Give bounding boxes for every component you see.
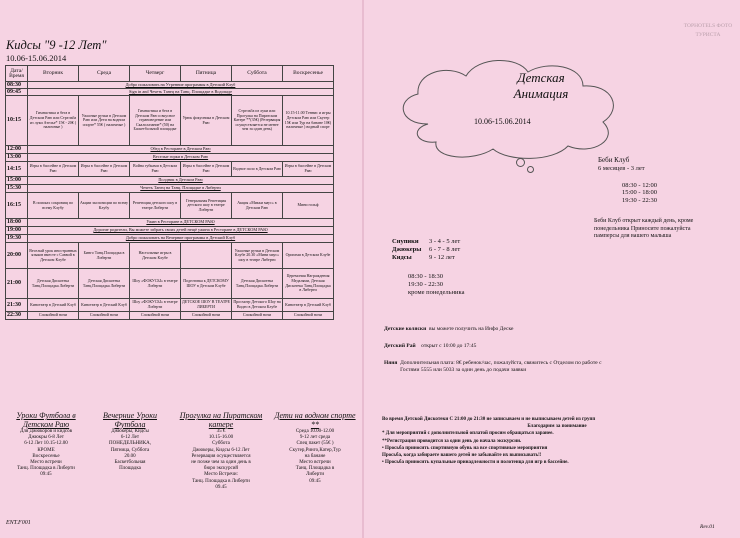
- activity-cell: Генеральная Репетиция детского шоу в театре Либерти: [181, 193, 232, 219]
- activity-cell: Акция «Микки маус» в Детском Раю: [232, 193, 283, 219]
- time-cell: 12:00: [6, 146, 28, 154]
- schedule-row: [6, 89, 334, 96]
- activity-box-line: бюро экскурсий: [203, 466, 239, 472]
- schedule-row: [6, 243, 334, 269]
- baby-club-time: 19:30 - 22:30: [622, 197, 658, 205]
- schedule-row: [6, 146, 334, 154]
- activity-span-cell: Sign in and Чечеть Танец на Танц. Площадке в Водопаде: [28, 89, 334, 96]
- activity-box-title: Дети на водном спорте **: [274, 411, 356, 429]
- activity-box-line: 35 €: [216, 429, 226, 434]
- activity-cell: Спокойной ночи: [181, 312, 232, 320]
- activity-box-line: 20.00: [124, 453, 136, 459]
- info-text: открыт с 10:00 до 17:45: [421, 343, 477, 349]
- baby-club-note: Беби Клуб открыт каждый день, кроме понедельника Приносите пожалуйста памперсы для вашего малыша: [594, 218, 694, 239]
- activity-cell: Шоу «ФОКУСЫ» в театре Либерти: [130, 299, 181, 312]
- header-cell: Пятница: [181, 66, 232, 82]
- time-cell: 19:00: [6, 227, 28, 235]
- age-group-name: Джюкеры: [392, 246, 422, 253]
- activity-cell: Гимнастика и бега в Детском Раю и вкусное страноведение или Скалолазание* (50) на Баскетбольной площадке: [130, 96, 181, 146]
- activity-cell: Детская Дискотека Танц.Площадка Либерти: [232, 269, 283, 299]
- activity-box-line: Место Встречи:: [204, 472, 238, 478]
- water-sports-box: [273, 412, 357, 485]
- activity-box-line: Место встречи: [30, 460, 62, 466]
- cloud-bubble: [527, 166, 534, 173]
- time-cell: 09:45: [6, 89, 28, 96]
- info-kids-paradise: [384, 343, 734, 350]
- activity-span-cell: Ужин в Ресторане в ДЕТСКОМ РАЮ: [28, 219, 334, 227]
- activity-box-line: Джюкеры, Кидсы: [111, 429, 149, 434]
- activity-box-line: на банане: [304, 453, 326, 459]
- schedule-row: [6, 299, 334, 312]
- activity-cell: Кинотеатр в Детский Клуб: [283, 299, 334, 312]
- info-label: Детские коляски: [384, 326, 427, 332]
- schedule-row: [6, 96, 334, 146]
- activity-cell: Ужасные ручки в Детском Раю или Дети на водном спорте* 55€ ( наличные ): [79, 96, 130, 146]
- activity-box-line: Для Джюкоров и кидсов: [20, 429, 72, 434]
- time-cell: 16:15: [6, 193, 28, 219]
- activity-box-line: Место встречи: [299, 460, 331, 466]
- header-cell: Воскресенье: [283, 66, 334, 82]
- activity-cell: Война губками в Детском Раю: [130, 162, 181, 177]
- note-line: • Просьба приносить спортивную обувь на все спортивные мероприятия: [382, 445, 548, 451]
- activity-cell: Урюк фокусника в Детском Раю: [181, 96, 232, 146]
- baby-club: [598, 157, 718, 205]
- activity-cell: Стрельба из луки или Прогулка на Пиратском Катере **(35€) (Резервация осуществляется не менее чем за один день): [232, 96, 283, 146]
- activity-box-line: Джюкры 6-8 Лет: [28, 435, 64, 441]
- info-section: [384, 326, 734, 384]
- activity-cell: Настольные игры в Детском Клубе: [130, 243, 181, 269]
- animation-title: Детская Анимация: [513, 70, 569, 101]
- activity-box-line: Либерти: [305, 472, 325, 478]
- activity-box-line: Спец пакет (55€ ): [296, 441, 334, 447]
- revision-code: Rev.01: [700, 524, 715, 530]
- activity-box-line: Танц. Площадка в: [295, 466, 335, 472]
- activity-box-line: Воскресенье: [32, 453, 60, 459]
- activity-cell: Гимнастика и бега в Детском Раю или Стрельба из луки Ателье* 15€ - 20€ ( наличные ): [28, 96, 79, 146]
- activity-cell: Детская Дискотека Танц.Площадка Либерти: [79, 269, 130, 299]
- activity-box-line: Суббота: [212, 441, 230, 447]
- activity-box-title: Уроки Футбола в Детском Раю: [16, 411, 76, 429]
- time-cell: 15:30: [6, 185, 28, 193]
- activity-cell: Спокойной ночи: [283, 312, 334, 320]
- info-label: Детский Рай: [384, 343, 416, 349]
- age-time: 08:30 - 18:30: [408, 273, 444, 280]
- activity-cell: Кинотеатр в Детский Клуб: [79, 299, 130, 312]
- header-cell: Вторник: [28, 66, 79, 82]
- activity-cell: Веселый урок иностранных языков вместе с Саввой в Детском Клубе: [28, 243, 79, 269]
- activity-cell: Спокойной ночи: [232, 312, 283, 320]
- activity-box-line: Площадка: [119, 466, 141, 472]
- age-group-range: 9 - 12 лет: [429, 254, 455, 261]
- note-line: **Регистрация проводится за один день до начала экскурсии.: [382, 438, 522, 444]
- schedule-table: [5, 65, 334, 320]
- activity-cell: [181, 243, 232, 269]
- schedule-dates: 10.06-15.06.2014: [6, 53, 67, 63]
- activity-box-line: КРОМЕ: [37, 447, 55, 453]
- activity-cell: Бинго Танц.Площадка в Либерти: [79, 243, 130, 269]
- activity-cell: Шоу «ФОКУСЫ» в театре Либерти: [130, 269, 181, 299]
- activity-cell: 10.15-11.00 Теннис и игры Детском Раю или Скутер 15€ или Тур на банане 10€) наличные ) водный спорт: [283, 96, 334, 146]
- activity-cell: В поисках сокровищ по всему Клубу: [28, 193, 79, 219]
- time-cell: 22:30: [6, 312, 28, 320]
- activity-cell: Спокойной ночи: [28, 312, 79, 320]
- header-cell: Четверг: [130, 66, 181, 82]
- activity-cell: Водное поло в Детском Раю: [232, 162, 283, 177]
- activity-box-line: Баскетбольная: [114, 460, 146, 466]
- note-line: * Для мероприятий с дополнительной оплатой просим обращаться заранее.: [382, 431, 554, 437]
- note-line: • Просьба приносить купальные принадлежности и полотенца для игр в бассейне.: [382, 460, 569, 466]
- activity-span-cell: Добро пожаловать на Утренние программы в Детский Клуб: [28, 82, 334, 89]
- time-cell: 20:00: [6, 243, 28, 269]
- activity-span-cell: Обед в Ресторане в Детском Раю: [28, 146, 334, 154]
- activity-box-line: Среда 10.00-12.00: [295, 429, 335, 434]
- activity-box-line: Танц. Площадка в Либерти: [17, 466, 75, 472]
- activity-cell: Игры в бассейне в Детском Раю: [28, 162, 79, 177]
- schedule-header-row: [6, 66, 334, 82]
- schedule-row: [6, 177, 334, 185]
- schedule-row: [6, 154, 334, 162]
- activity-box-line: Скутер,Ринго,Катер,Тур: [289, 447, 341, 453]
- activity-box-line: 6-12 Лет 10.15-12.00: [24, 441, 68, 447]
- schedule-row: [6, 219, 334, 227]
- schedule-row: [6, 193, 334, 219]
- age-time: кроме понедельника: [408, 289, 465, 296]
- activity-box-line: 09.45: [215, 484, 227, 490]
- age-group-row: [392, 254, 460, 262]
- age-group-range: 6 - 7 - 8 лет: [429, 246, 461, 253]
- time-cell: 21:00: [6, 269, 28, 299]
- cloud-bubble: [516, 158, 525, 167]
- activity-cell: Кинотеатр в Детский Клуб: [28, 299, 79, 312]
- activity-box-line: ПОНЕДЕЛЬНИКА,: [109, 441, 151, 447]
- header-cell: Среда: [79, 66, 130, 82]
- form-code: ENT.F001: [6, 520, 31, 526]
- time-cell: 21:30: [6, 299, 28, 312]
- activity-box-line: Резервация осуществляется: [191, 453, 251, 459]
- activity-box-title: Вечерние Уроки Футбола: [102, 411, 158, 429]
- activity-cell: Игры в бассейне в Детском Раю: [283, 162, 334, 177]
- activity-cell: Акции экспозиции по всему Клубу: [79, 193, 130, 219]
- info-text: Дополнительная плата: 8€ ребенок/час, пожалуйста, свяжитесь с Отделом по работе с Гостями 5555 или 5033 за один день до подачи заявки: [400, 360, 602, 373]
- time-cell: 18:00: [6, 219, 28, 227]
- animation-dates: 10.06-15.06.2014: [474, 117, 531, 126]
- activity-box-line: 09:45: [309, 478, 321, 484]
- baby-club-time: 08:30 - 12:00: [622, 181, 658, 189]
- activity-span-cell: Дорогие родители, Вы можете забрать своих детей нещё ужина в Ресторане в ДЕТСКОМ РАЮ: [28, 227, 334, 235]
- activity-span-cell: Полдник в Детском Раю: [28, 177, 334, 185]
- info-nanny: [384, 360, 734, 374]
- age-groups: [392, 238, 460, 262]
- activity-span-cell: Чечеть Танец на Танц. Площадке в Либерти: [28, 185, 334, 193]
- activity-box-line: Пятница, Суббота: [110, 447, 150, 453]
- activity-cell: Церемония Награждения Медалями, Детская Дискотека Танц.Площадка в Либерти: [283, 269, 334, 299]
- evening-football-box: [91, 412, 169, 472]
- time-cell: 19:30: [6, 235, 28, 243]
- info-label: Няня: [384, 360, 398, 366]
- activity-cell: Ужасные ручки в Детском Клубе 20.30 «Мини маус» шоу в театре Либерти: [232, 243, 283, 269]
- age-time: 19:30 - 22:30: [408, 281, 444, 288]
- football-lessons-box: [5, 412, 87, 479]
- activity-box-line: 9-12 лет среда: [299, 435, 331, 441]
- age-group-times: [408, 273, 464, 297]
- time-cell: 13:00: [6, 154, 28, 162]
- age-group-range: 3 - 4 - 5 лет: [429, 238, 461, 245]
- info-strollers: [384, 326, 734, 333]
- time-cell: 15:00: [6, 177, 28, 185]
- activity-box-line: не позже чем за один день в: [191, 460, 251, 466]
- schedule-title: Кидсы "9 -12 Лет": [6, 38, 107, 52]
- watermark-logo: TOPHOTELS ФОТО ТУРИСТА: [683, 23, 733, 38]
- activity-cell: Мини гольф: [283, 193, 334, 219]
- age-group-row: [392, 238, 460, 246]
- note-line: Во время Детской Дискотеки С 21:00 до 21:30 не записываем и не выписываем детей из групп: [382, 417, 596, 422]
- activity-cell: Просмотр Детского Шоу на Видео в Детском Клубе: [232, 299, 283, 312]
- age-group-name: Кидсы: [392, 254, 412, 261]
- schedule-row: [6, 235, 334, 243]
- activity-box-line: 6-12 Лет: [120, 435, 140, 441]
- note-line: Благодарим за понимание: [527, 424, 587, 430]
- info-text: вы можете получить на Инфо Деске: [429, 326, 514, 332]
- activity-cell: Репетиция детского шоу в театре Либерти: [130, 193, 181, 219]
- page-fold: [362, 0, 364, 538]
- activity-cell: Спокойной ночи: [130, 312, 181, 320]
- activity-cell: Игры в бассейне в Детском Раю: [79, 162, 130, 177]
- schedule-row: [6, 312, 334, 320]
- age-group-name: Снупики: [392, 238, 419, 245]
- kids-schedule-page: [0, 0, 362, 538]
- baby-club-time: 15:00 - 18:00: [622, 189, 658, 197]
- activity-box-line: Танц. Площадка в Либерти: [192, 478, 250, 484]
- schedule-row: [6, 269, 334, 299]
- baby-club-age: 6 месяцев - 3 лет: [598, 164, 645, 172]
- header-cell: Суббота: [232, 66, 283, 82]
- activity-box-line: 09:45: [40, 472, 52, 478]
- schedule-row: [6, 162, 334, 177]
- time-cell: 14:15: [6, 162, 28, 177]
- activity-box-title: Прогулка на Пиратском катере: [179, 411, 263, 429]
- activity-box-line: Джюкеры, Кидсы 6-12 Лет: [192, 447, 250, 453]
- schedule-body: [6, 82, 334, 320]
- baby-club-title: Беби Клуб: [598, 156, 630, 164]
- activity-cell: ДЕТСКОЕ ШОУ В ТЕАТРЕ ЛИБЕРТИ: [181, 299, 232, 312]
- schedule-row: [6, 185, 334, 193]
- activity-cell: Подготовка к ДЕТСКОМУ ШОУ в Детском Клубе: [181, 269, 232, 299]
- schedule-row: [6, 82, 334, 89]
- activity-span-cell: Веселые горки в Детском Раю: [28, 154, 334, 162]
- activity-cell: Детская Дискотека Танц.Площадка Либерти: [28, 269, 79, 299]
- activity-boxes: [5, 412, 360, 512]
- schedule-row: [6, 227, 334, 235]
- activity-cell: Спокойной ночи: [79, 312, 130, 320]
- header-cell: Дата/ Время: [6, 66, 28, 82]
- activity-span-cell: Добро пожаловать на Вечерние программы в Детский Клуб: [28, 235, 334, 243]
- activity-box-line: 10.15-16.00: [208, 435, 234, 441]
- activity-cell: Игры в бассейне в Детском Раю: [181, 162, 232, 177]
- age-group-row: [392, 246, 460, 254]
- activity-cell: Оригами в Детском Клубе: [283, 243, 334, 269]
- note-line: Просьба, когда забираете вашего детей не забывайте их выписывать!!: [382, 453, 542, 459]
- rules-notes: [382, 416, 732, 466]
- time-cell: 10:15: [6, 96, 28, 146]
- time-cell: 08:30: [6, 82, 28, 89]
- pirate-boat-box: [173, 412, 269, 491]
